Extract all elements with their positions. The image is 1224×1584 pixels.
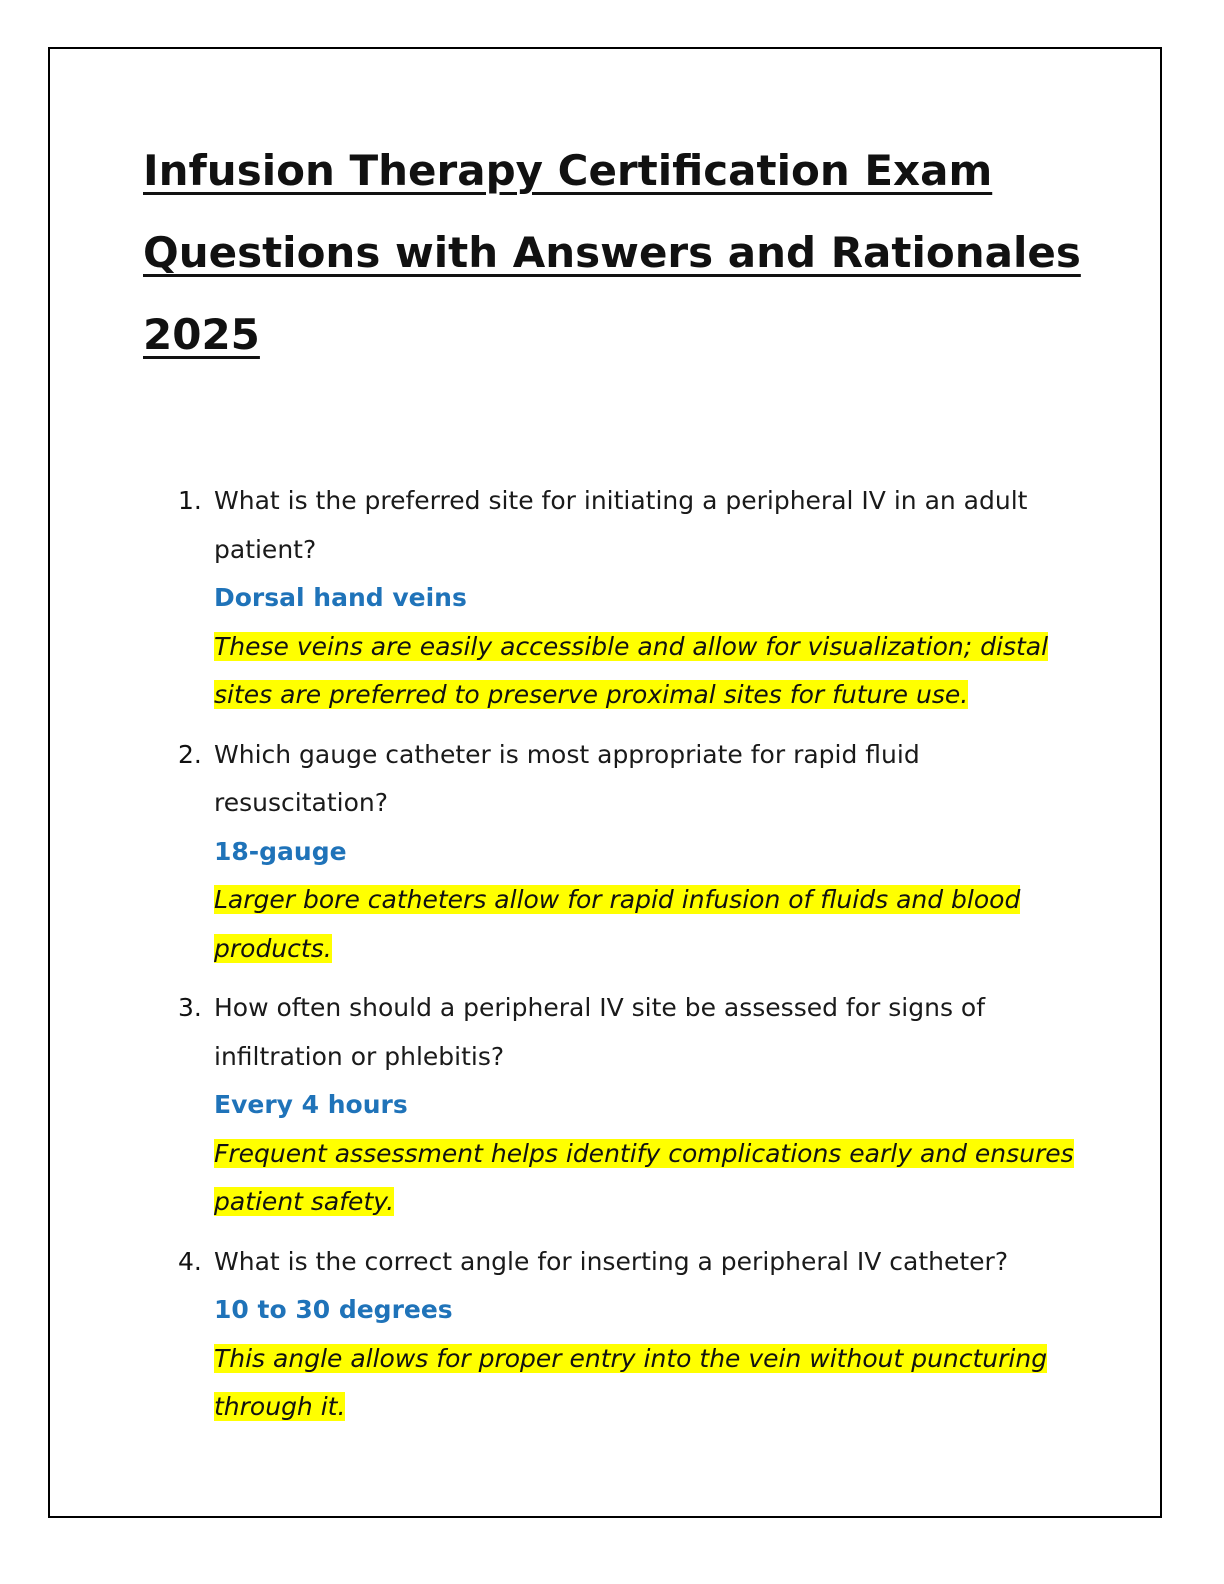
rationale-text: Frequent assessment helps identify complications early and ensures patient safety.: [214, 1138, 1074, 1216]
answer-text: Every 4 hours: [214, 1090, 408, 1119]
question-number: 3.: [178, 993, 202, 1022]
question-text: Which gauge catheter is most appropriate for rapid fluid resuscitation?: [214, 739, 920, 817]
rationale-block: [214, 1335, 1080, 1432]
document-title: Infusion Therapy Certification Exam Questions with Answers and Rationales 2025: [143, 146, 1081, 359]
answer-text: Dorsal hand veins: [214, 583, 467, 612]
rationale-block: [214, 1130, 1080, 1227]
question-number: 4.: [178, 1246, 202, 1276]
rationale-text: This angle allows for proper entry into the vein without puncturing through it.: [214, 1343, 1048, 1421]
question-item-2: [170, 731, 1080, 974]
rationale-block: [214, 876, 1080, 973]
rationale-text: These veins are easily accessible and allow for visualization; distal sites are preferred to preserve proximal sites for future use.: [214, 631, 1049, 709]
question-number: 2.: [178, 739, 202, 769]
question-item-4: [170, 1238, 1080, 1432]
question-item-3: [170, 984, 1080, 1227]
question-item-1: [170, 477, 1080, 720]
rationale-block: [214, 623, 1080, 720]
question-text: How often should a peripheral IV site be assessed for signs of infiltration or phlebitis?: [214, 993, 986, 1071]
question-list: [170, 477, 1080, 1443]
question-text: What is the preferred site for initiating a peripheral IV in an adult patient?: [214, 486, 1028, 564]
rationale-text: Larger bore catheters allow for rapid infusion of fluids and blood products.: [214, 885, 1021, 963]
question-text: What is the correct angle for inserting a peripheral IV catheter?: [214, 1246, 1009, 1276]
answer-text: 10 to 30 degrees: [214, 1295, 453, 1324]
answer-text: 18-gauge: [214, 836, 347, 866]
question-number: 1.: [178, 486, 202, 515]
